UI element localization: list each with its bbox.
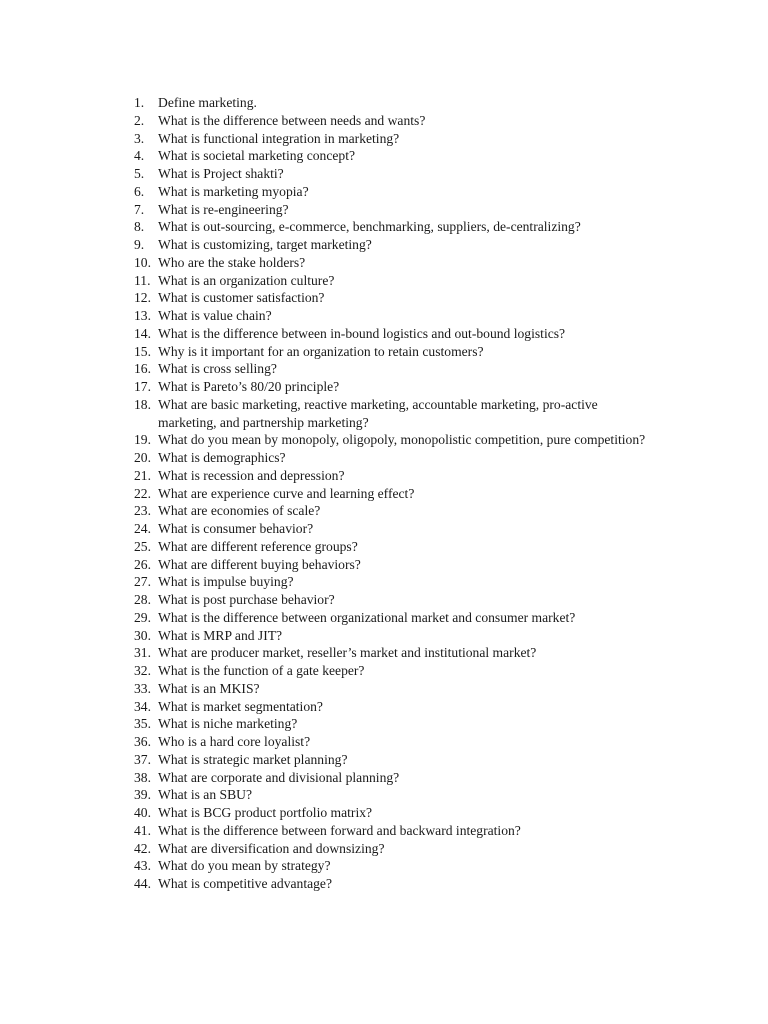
list-item	[134, 840, 654, 858]
question-list	[134, 94, 654, 893]
list-item	[134, 644, 654, 662]
question-text: What are different reference groups?	[158, 538, 358, 554]
list-item	[134, 396, 654, 432]
question-text: What is re-engineering?	[158, 201, 289, 217]
question-number: 18.	[134, 396, 151, 412]
list-item	[134, 165, 654, 183]
question-text: What are economies of scale?	[158, 503, 321, 519]
question-number: 22.	[134, 485, 151, 501]
question-number: 25.	[134, 538, 151, 554]
question-number: 27.	[134, 574, 151, 590]
question-text: What is strategic market planning?	[158, 751, 348, 767]
question-text: What is BCG product portfolio matrix?	[158, 805, 373, 820]
question-text: What is an MKIS?	[158, 680, 260, 696]
list-item	[134, 520, 654, 538]
question-number: 9.	[134, 237, 145, 252]
question-text: What is customizing, target marketing?	[158, 237, 372, 252]
question-number: 40.	[134, 805, 151, 820]
list-item	[134, 449, 654, 467]
question-text: What is post purchase behavior?	[158, 592, 335, 607]
list-item	[134, 786, 654, 804]
list-item	[134, 201, 654, 219]
question-number: 8.	[134, 219, 145, 235]
list-item	[134, 680, 654, 698]
list-item	[134, 485, 654, 503]
list-item	[134, 591, 654, 609]
question-text: What is value chain?	[158, 308, 272, 323]
list-item	[134, 218, 654, 236]
question-text: What is niche marketing?	[158, 716, 298, 732]
question-text: What are basic marketing, reactive marketing, accountable marketing, pro-active marketing, and partnership marketing?	[158, 396, 598, 430]
question-text: What is the difference between organizational market and consumer market?	[158, 609, 576, 625]
question-number: 7.	[134, 201, 145, 217]
question-number: 23.	[134, 503, 151, 519]
list-item	[134, 698, 654, 716]
list-item	[134, 751, 654, 769]
list-item	[134, 875, 654, 893]
question-text: What is Project shakti?	[158, 166, 284, 181]
list-item	[134, 378, 654, 396]
question-text: What is the difference between in-bound logistics and out-bound logistics?	[158, 325, 566, 341]
question-text: What is the difference between forward and backward integration?	[158, 822, 521, 838]
list-item	[134, 733, 654, 751]
list-item	[134, 112, 654, 130]
list-item	[134, 769, 654, 787]
question-number: 34.	[134, 698, 151, 714]
question-text: Define marketing.	[158, 95, 257, 110]
list-item	[134, 325, 654, 343]
list-item	[134, 431, 654, 449]
question-text: Why is it important for an organization to retain customers?	[158, 343, 484, 359]
question-number: 43.	[134, 858, 151, 874]
question-text: What is an organization culture?	[158, 272, 335, 288]
question-text: What is Pareto’s 80/20 principle?	[158, 379, 340, 394]
question-text: What is impulse buying?	[158, 574, 294, 590]
list-item	[134, 307, 654, 325]
question-text: What are diversification and downsizing?	[158, 840, 385, 856]
question-number: 21.	[134, 467, 151, 483]
question-text: What are different buying behaviors?	[158, 556, 361, 572]
question-text: What do you mean by strategy?	[158, 858, 331, 874]
list-item	[134, 573, 654, 591]
list-item	[134, 254, 654, 272]
question-number: 31.	[134, 645, 151, 661]
list-item	[134, 502, 654, 520]
list-item	[134, 822, 654, 840]
question-number: 5.	[134, 166, 145, 181]
question-number: 13.	[134, 308, 151, 323]
question-number: 32.	[134, 663, 151, 678]
list-item	[134, 627, 654, 645]
question-text: What is MRP and JIT?	[158, 627, 283, 643]
question-number: 14.	[134, 325, 151, 341]
question-number: 4.	[134, 148, 145, 164]
list-item	[134, 804, 654, 822]
question-text: Who is a hard core loyalist?	[158, 734, 311, 749]
question-number: 35.	[134, 716, 151, 732]
list-item	[134, 183, 654, 201]
question-text: What is market segmentation?	[158, 698, 323, 714]
question-number: 44.	[134, 876, 151, 891]
list-item	[134, 556, 654, 574]
question-text: What is customer satisfaction?	[158, 290, 325, 306]
question-number: 33.	[134, 680, 151, 696]
question-number: 41.	[134, 822, 151, 838]
question-number: 20.	[134, 450, 151, 465]
list-item	[134, 289, 654, 307]
question-text: What do you mean by monopoly, oligopoly, monopolistic competition, pure competition?	[158, 432, 646, 448]
question-text: What are experience curve and learning effect?	[158, 485, 415, 501]
question-number: 24.	[134, 521, 151, 536]
list-item	[134, 609, 654, 627]
question-text: What is the difference between needs and wants?	[158, 112, 426, 128]
question-text: What is demographics?	[158, 450, 286, 465]
question-text: What is marketing myopia?	[158, 183, 309, 199]
question-text: What is competitive advantage?	[158, 876, 333, 891]
question-number: 29.	[134, 609, 151, 625]
question-text: What is an SBU?	[158, 787, 253, 803]
question-number: 17.	[134, 379, 151, 394]
question-number: 28.	[134, 592, 151, 607]
question-number: 16.	[134, 361, 151, 377]
list-item	[134, 857, 654, 875]
question-number: 2.	[134, 112, 145, 128]
list-item	[134, 467, 654, 485]
question-text: What are corporate and divisional planning?	[158, 769, 400, 785]
question-number: 30.	[134, 627, 151, 643]
list-item	[134, 130, 654, 148]
question-text: What is the function of a gate keeper?	[158, 663, 365, 678]
list-item	[134, 343, 654, 361]
question-number: 12.	[134, 290, 151, 306]
question-text: What is consumer behavior?	[158, 521, 314, 536]
question-number: 15.	[134, 343, 151, 359]
question-number: 36.	[134, 734, 151, 749]
question-number: 26.	[134, 556, 151, 572]
question-number: 11.	[134, 272, 151, 288]
list-item	[134, 538, 654, 556]
question-text: What is functional integration in marketing?	[158, 130, 400, 146]
question-number: 1.	[134, 95, 145, 110]
list-item	[134, 715, 654, 733]
question-number: 38.	[134, 769, 151, 785]
question-text: What is out-sourcing, e-commerce, benchmarking, suppliers, de-centralizing?	[158, 219, 581, 235]
list-item	[134, 147, 654, 165]
question-text: What is cross selling?	[158, 361, 277, 377]
question-text: What is societal marketing concept?	[158, 148, 356, 164]
question-number: 37.	[134, 751, 151, 767]
question-number: 39.	[134, 787, 151, 803]
question-number: 6.	[134, 183, 145, 199]
list-item	[134, 272, 654, 290]
question-number: 10.	[134, 254, 151, 270]
question-number: 19.	[134, 432, 151, 448]
list-item	[134, 94, 654, 112]
list-item	[134, 236, 654, 254]
list-item	[134, 662, 654, 680]
question-text: What are producer market, reseller’s market and institutional market?	[158, 645, 537, 661]
question-text: What is recession and depression?	[158, 467, 345, 483]
list-item	[134, 360, 654, 378]
question-text: Who are the stake holders?	[158, 254, 306, 270]
question-number: 3.	[134, 130, 145, 146]
question-number: 42.	[134, 840, 151, 856]
